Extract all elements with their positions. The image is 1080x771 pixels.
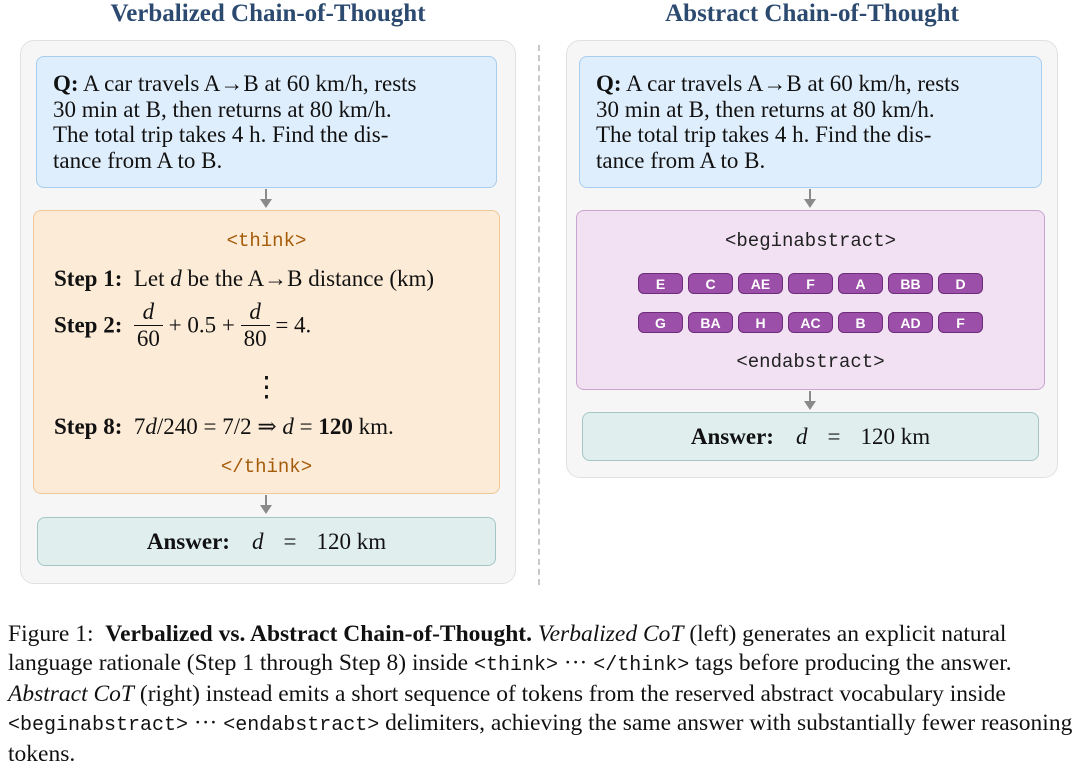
right-question-line-1: Q: A car travels A→B at 60 km/h, rests bbox=[596, 71, 960, 96]
left-question-line-4: tance from A to B. bbox=[53, 147, 223, 173]
right-arrowhead-1 bbox=[804, 199, 816, 208]
abstract-token: G bbox=[638, 312, 683, 333]
right-heading: Abstract Chain-of-Thought bbox=[665, 0, 959, 27]
left-answer-eq: = bbox=[283, 528, 297, 554]
left-answer-box bbox=[37, 517, 496, 566]
abstract-token: B bbox=[838, 312, 883, 333]
left-answer-var: d bbox=[251, 528, 264, 554]
think-open-tag: <think> bbox=[226, 230, 307, 252]
right-answer-var: d bbox=[795, 423, 808, 449]
abstract-token: BA bbox=[688, 312, 733, 333]
right-arrow-2 bbox=[809, 391, 811, 401]
abstract-token: BB bbox=[888, 273, 933, 294]
left-question-label: Q: bbox=[53, 71, 79, 96]
right-question-line-4: tance from A to B. bbox=[596, 147, 766, 173]
token-row-2 bbox=[577, 312, 1044, 333]
abstract-token: F bbox=[788, 273, 833, 294]
abstract-token: F bbox=[938, 312, 983, 333]
right-question-label: Q: bbox=[596, 71, 622, 96]
left-arrowhead-1 bbox=[260, 199, 272, 208]
abstract-token: C bbox=[688, 273, 733, 294]
right-question-box bbox=[579, 56, 1042, 188]
step-8: Step 8: 7d/240 = 7/2 ⇒ d = 120 km. bbox=[54, 414, 394, 439]
step-2: Step 2: $\frac{d}{60}$ + 0.5 + $\frac{d}{80}$ = 4. bbox=[54, 299, 312, 351]
right-answer-value: 120 km bbox=[860, 423, 931, 449]
abstract-token: AD bbox=[888, 312, 933, 333]
think-box bbox=[33, 210, 500, 494]
right-answer-eq: = bbox=[827, 423, 841, 449]
left-answer-value: 120 km bbox=[316, 528, 387, 554]
abstract-token: E bbox=[638, 273, 683, 294]
left-question-box bbox=[36, 56, 497, 188]
left-question-line-1: Q: A car travels A→B at 60 km/h, rests bbox=[53, 71, 417, 96]
abstract-token: A bbox=[838, 273, 883, 294]
right-question-line-3: The total trip takes 4 h. Find the dis- bbox=[596, 122, 932, 147]
abstract-token: H bbox=[738, 312, 783, 333]
right-arrowhead-2 bbox=[804, 401, 816, 410]
abstract-token: D bbox=[938, 273, 983, 294]
right-arrow-1 bbox=[809, 189, 811, 199]
right-answer-box bbox=[582, 412, 1039, 461]
abstract-box bbox=[576, 210, 1045, 390]
fraction-d-over-60: $\frac{d}{60}$ bbox=[134, 299, 163, 352]
left-heading: Verbalized Chain-of-Thought bbox=[110, 0, 426, 27]
abstract-token: AE bbox=[738, 273, 783, 294]
right-question-line-2: 30 min at B, then returns at 80 km/h. bbox=[596, 96, 935, 122]
caption-title: Verbalized vs. Abstract Chain-of-Thought. bbox=[105, 621, 532, 647]
right-answer-label: Answer: bbox=[690, 423, 774, 449]
abstract-token: AC bbox=[788, 312, 833, 333]
figure-caption: Figure 1: Verbalized vs. Abstract Chain-of-Thought. Verbalized CoT (left) generates an explicit natural language rationale (Step 1 through Step 8) inside <think> ··· </think> tags before producing the answer. Abstract CoT (right) instead emits a short sequence of tokens from the reserved abstract vocabulary inside <beginabstract> ··· <endabstract> delimiters, achieving the same answer with substantially fewer reasoning tokens. bbox=[8, 621, 1073, 767]
begin-abstract-tag: <beginabstract> bbox=[724, 230, 897, 252]
step-1: Step 1: Let d be the A→B distance (km) bbox=[54, 266, 435, 291]
vertical-ellipsis: ⋮ bbox=[252, 372, 281, 403]
left-answer-label: Answer: bbox=[146, 528, 230, 554]
end-abstract-tag: <endabstract> bbox=[736, 351, 885, 373]
left-arrowhead-2 bbox=[260, 505, 272, 514]
fraction-d-over-80: $\frac{d}{80}$ bbox=[241, 299, 270, 352]
left-question-line-2: 30 min at B, then returns at 80 km/h. bbox=[53, 96, 392, 122]
think-close-tag: </think> bbox=[220, 456, 313, 478]
token-row-1 bbox=[577, 273, 1044, 294]
column-divider bbox=[538, 45, 540, 585]
left-question-line-3: The total trip takes 4 h. Find the dis- bbox=[53, 122, 389, 147]
left-arrow-1 bbox=[265, 189, 267, 199]
